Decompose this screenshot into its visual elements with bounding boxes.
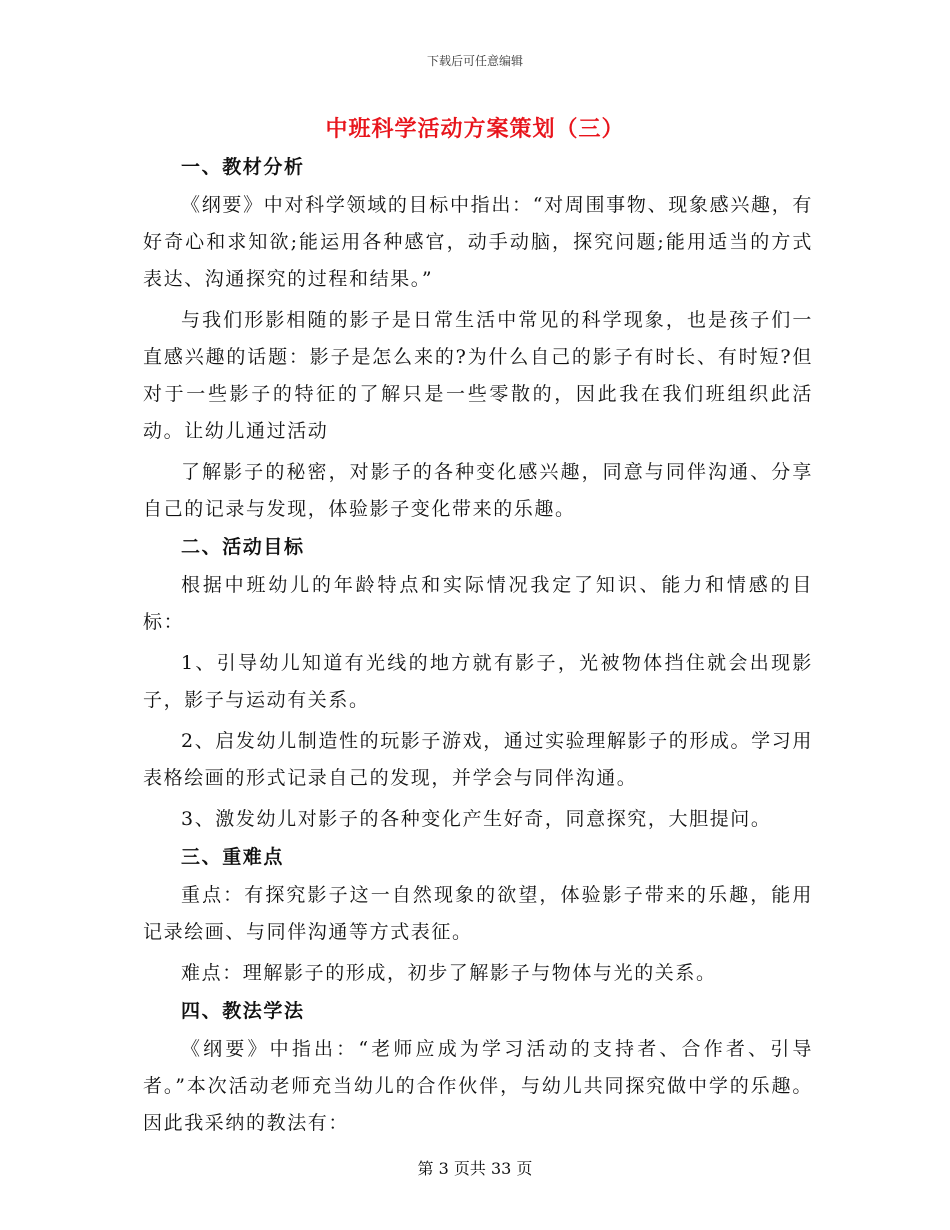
list-item: 1、引导幼儿知道有光线的地方就有影子，光被物体挡住就会出现影子，影子与运动有关系。 [143, 652, 813, 711]
paragraph: 难点：理解影子的形成，初步了解影子与物体与光的关系。 [181, 962, 717, 984]
paragraph: 重点：有探究影子这一自然现象的欲望，体验影子带来的乐趣，能用记录绘画、与同伴沟通等方式表征。 [143, 884, 813, 943]
paragraph: 根据中班幼儿的年龄特点和实际情况我定了知识、能力和情感的目标： [143, 574, 813, 633]
list-item: 2、启发幼儿制造性的玩影子游戏，通过实验理解影子的形成。学习用表格绘画的形式记录自己的发现，并学会与同伴沟通。 [143, 730, 813, 789]
paragraph: 《纲要》中指出：“老师应成为学习活动的支持者、合作者、引导者。”本次活动老师充当幼儿的合作伙伴，与幼儿共同探究做中学的乐趣。因此我采纳的教法有： [143, 1038, 813, 1134]
section-heading-3: 三、重难点 [181, 846, 285, 868]
document-body [143, 148, 813, 1142]
section-heading-2: 二、活动目标 [181, 536, 305, 558]
header-note: 下载后可任意编辑 [426, 54, 523, 68]
document-title: 中班科学活动方案策划（三） [325, 117, 625, 142]
list-item: 3、激发幼儿对影子的各种变化产生好奇，同意探究，大胆提问。 [181, 808, 772, 830]
paragraph: 《纲要》中对科学领域的目标中指出：“对周围事物、现象感兴趣，有好奇心和求知欲;能运用各种感官，动手动脑，探究问题;能用适当的方式表达、沟通探究的过程和结果。” [143, 194, 813, 290]
page-footer: 第 3 页共 33 页 [417, 1159, 533, 1178]
paragraph: 了解影子的秘密，对影子的各种变化感兴趣，同意与同伴沟通、分享自己的记录与发现，体验影子变化带来的乐趣。 [143, 461, 813, 520]
paragraph: 与我们形影相随的影子是日常生活中常见的科学现象，也是孩子们一直感兴趣的话题：影子是怎么来的?为什么自己的影子有时长、有时短?但对于一些影子的特征的了解只是一些零散的，因此我在我们班组织此活动。让幼儿通过活动 [143, 309, 813, 442]
section-heading-1: 一、教材分析 [181, 156, 305, 178]
section-heading-4: 四、教法学法 [181, 1000, 305, 1022]
